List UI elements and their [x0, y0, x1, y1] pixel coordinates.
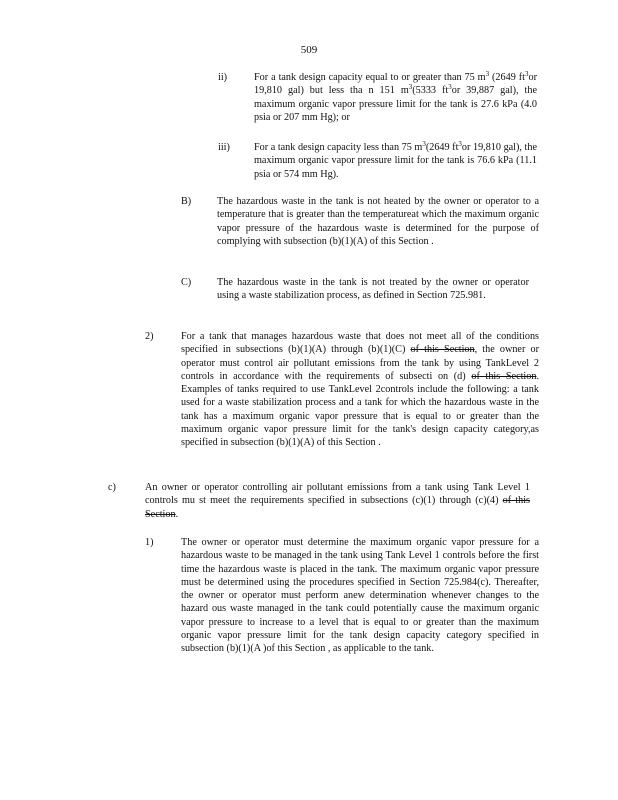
item-text — [217, 276, 529, 303]
text-run: or 19,810 gal), the maximum organic vapor pressure limit for the tank is 76.6 kPa (11.1 psia or 574 mm Hg). — [254, 142, 537, 180]
superscript: 3 — [485, 70, 490, 78]
item-text — [181, 536, 539, 656]
item-label: ii) — [218, 72, 228, 83]
text-run: The hazardous waste in the tank is not treated by the owner or operator using a waste stabilization process, as defined in Section 725.981. — [217, 277, 529, 302]
item-label: c) — [108, 482, 116, 493]
item-text — [145, 481, 530, 521]
item-text — [254, 141, 537, 181]
text-run: (5333 ft — [412, 85, 449, 97]
text-run: The hazardous waste in the tank is not heated by the owner or operator to a temperature that is greater than the temperatureat which the maximum organic vapor pressure of the hazardous waste is determined for the purpose of complying with subsection (b)(1)(A) of this Section . — [217, 196, 539, 247]
text-run: For a tank design capacity less than 75 m — [254, 142, 423, 153]
text-run: For a tank that manages hazardous waste that does not meet all of the conditions specified in subsections (b)(1)(A) through (b)(1)(C) — [181, 331, 539, 356]
superscript: 3 — [448, 83, 452, 92]
text-run: , the owner or operator must control air pollutant emissions from the tank by using TankLevel 2 controls in accordance with the requirements of subsecti on (d) — [181, 344, 539, 382]
text-run: (2649 ft — [425, 142, 459, 153]
struck-text: of this Section — [410, 344, 475, 356]
superscript: 3 — [422, 140, 426, 148]
item-label: iii) — [218, 142, 230, 153]
item-label: 2) — [145, 331, 154, 342]
item-label: C) — [181, 277, 192, 288]
text-run: An owner or operator controlling air pollutant emissions from a tank using Tank Level 1 controls mu st meet the requirements specified in subsections (c)(1) through (c)(4) — [145, 482, 530, 507]
superscript: 3 — [408, 83, 413, 92]
item-text — [181, 330, 539, 450]
superscript: 3 — [458, 140, 462, 148]
text-run: . — [175, 508, 179, 520]
item-label: 1) — [145, 537, 154, 548]
superscript: 3 — [524, 70, 529, 78]
page-number: 509 — [300, 44, 318, 56]
struck-text: of this Section — [471, 370, 537, 382]
text-run: or 39,887 gal), the maximum organic vapor pressure limit for the tank is 27.6 kPa (4.0 psia or 207 mm Hg); or — [254, 85, 537, 123]
text-run: The owner or operator must determine the maximum organic vapor pressure for a hazardous waste to be managed in the tank using Tank Level 1 controls before the first time the hazardous waste is placed in the tank. The maximum organic vapor pressure must be determined using the procedures specified in Section 725.984(c). Thereafter, the owner or operator must perform anew determination whenever changes to the hazard ous waste managed in the tank could potentially cause the maximum organic vapor pressure to increase to a level that is equal to or greater than the maximum organic vapor pressure limit for the tank design capacity category specified in subsection (b)(1)(A )of this Section , as applicable to the tank. — [181, 537, 539, 655]
struck-text: of this Section — [145, 495, 530, 520]
item-label: B) — [181, 196, 192, 207]
text-run: or 19,810 gal) but less tha n 151 m — [254, 72, 537, 97]
text-run: For a tank design capacity equal to or greater than 75 m — [254, 72, 486, 83]
item-text — [254, 71, 537, 124]
item-text — [217, 195, 539, 248]
text-run: . Examples of tanks required to use TankLevel 2controls include the following: a tank used for a waste stabilization process and a tank for which the hazardous waste in the tank has a maximum organic vapor pressure that is equal to or greater than the maximum organic vapor pressure limit for the tank's design capacity category,as specified in subsection (b)(1)(A) of this Section . — [181, 370, 539, 449]
text-run: (2649 ft — [489, 72, 525, 83]
